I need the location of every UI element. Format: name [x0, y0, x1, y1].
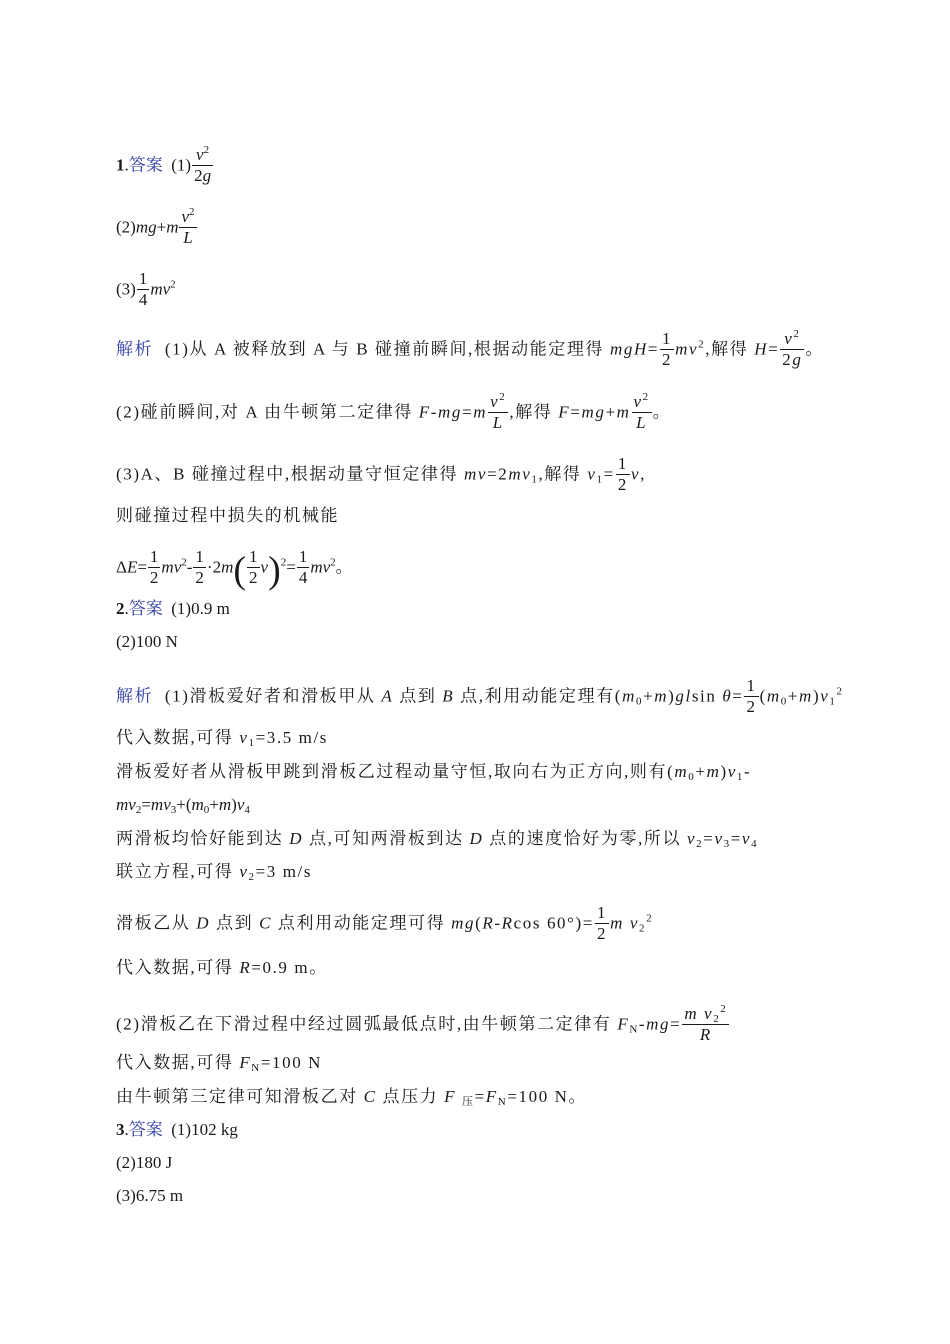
- q1-number: 1: [116, 155, 125, 175]
- q2-answer-2: (2)100 N: [116, 632, 178, 651]
- q3-answer-label: 答案: [128, 1120, 163, 1139]
- q1-analysis-4: 则碰撞过程中损失的机械能: [116, 506, 340, 525]
- q1-answer-line: 1.答案 (1) $\frac{v^2}{2g}$: [116, 144, 212, 185]
- q1-analysis-label: 解析: [116, 339, 154, 359]
- q1-answer-2: (2)mg+m $\frac{v^2}{L}$: [116, 206, 195, 247]
- q2-answer-label: 答案: [128, 599, 163, 618]
- q1-analysis-2: (2)碰前瞬间,对 A 由牛顿第二定律得 F-mg=m $\frac{v^2}{L}$ ,解得 F=mg+m $\frac{v^2}{L}$ 。: [116, 391, 672, 432]
- q2-analysis-8: 代入数据,可得 R=0.9 m。: [116, 958, 328, 977]
- q3-answer-2: (2)180 J: [116, 1153, 173, 1172]
- q1-energy-equation: ΔE= $\frac{1}{2}$ $mv^2-$ $\frac{1}{2}$ ·2m( $\frac{1}{2}$ v)$^2$= $\frac{1}{4}$ $mv^2$。: [116, 547, 353, 592]
- q2-analysis-label: 解析: [116, 686, 154, 706]
- q2-answer-line: 2.答案 (1)0.9 m: [116, 599, 230, 618]
- q1-answer-3: (3) $\frac{1}{4}$ $mv^2$: [116, 269, 176, 309]
- q1-frac-v2-L: $\frac{v^2}{L}$: [181, 206, 195, 247]
- q2-analysis-4: $mv_2=mv_3+(m_0+m)v_4$: [116, 795, 250, 816]
- q2-analysis-2: 代入数据,可得 $v_1=3.5$ m/s: [116, 728, 329, 749]
- q1-analysis-3: (3)A、B 碰撞过程中,根据动量守恒定律得 $mv=2mv_1$,解得 $v_1=$ $\frac{1}{2}$ v,: [116, 454, 646, 494]
- q3-number: 3: [116, 1120, 125, 1139]
- q2-analysis-11: 由牛顿第三定律可知滑板乙对 C 点压力 F $_压=F_N=100$ N。: [116, 1087, 588, 1108]
- q2-analysis-7: 滑板乙从 D 点到 C 点利用动能定理可得 mg(R-Rcos 60°)= $\frac{1}{2}$ m $v_2^2$: [116, 903, 654, 943]
- q2-analysis-10: 代入数据,可得 $F_N=100$ N: [116, 1053, 323, 1074]
- q2-analysis-6: 联立方程,可得 $v_2=3$ m/s: [116, 862, 313, 883]
- q2-analysis-1: 解析 (1)滑板爱好者和滑板甲从 A 点到 B 点,利用动能定理有$(m_0+m)glsin$ θ= $\frac{1}{2}$ $(m_0+m)v_1^2$: [116, 676, 844, 716]
- q3-answer-line: 3.答案 (1)102 kg: [116, 1120, 238, 1139]
- q1-answer-label: 答案: [128, 155, 163, 175]
- q3-answer-3: (3)6.75 m: [116, 1186, 184, 1205]
- q2-analysis-5: 两滑板均恰好能到达 D 点,可知两滑板到达 D 点的速度恰好为零,所以 $v_2=v_3=v_4$: [116, 829, 759, 850]
- q1-frac-1-4: $\frac{1}{4}$: [138, 269, 148, 309]
- q2-number: 2: [116, 599, 125, 618]
- q2-analysis-9: (2)滑板乙在下滑过程中经过圆弧最低点时,由牛顿第二定律有 $F_N-mg=$ $\frac{m v_2^2}{R}$: [116, 1003, 728, 1044]
- q1-analysis-1: 解析 (1)从 A 被释放到 A 与 B 碰撞前瞬间,根据动能定理得 mgH= $\frac{1}{2}$ $mv^2$,解得 H= $\frac{v^2}{2g}$ 。: [116, 328, 825, 369]
- q2-analysis-3: 滑板爱好者从滑板甲跳到滑板乙过程动量守恒,取向右为正方向,则有$(m_0+m)v_1-$: [116, 762, 752, 783]
- q1-frac-v2-2g: $\frac{v^2}{2g}$: [194, 144, 212, 185]
